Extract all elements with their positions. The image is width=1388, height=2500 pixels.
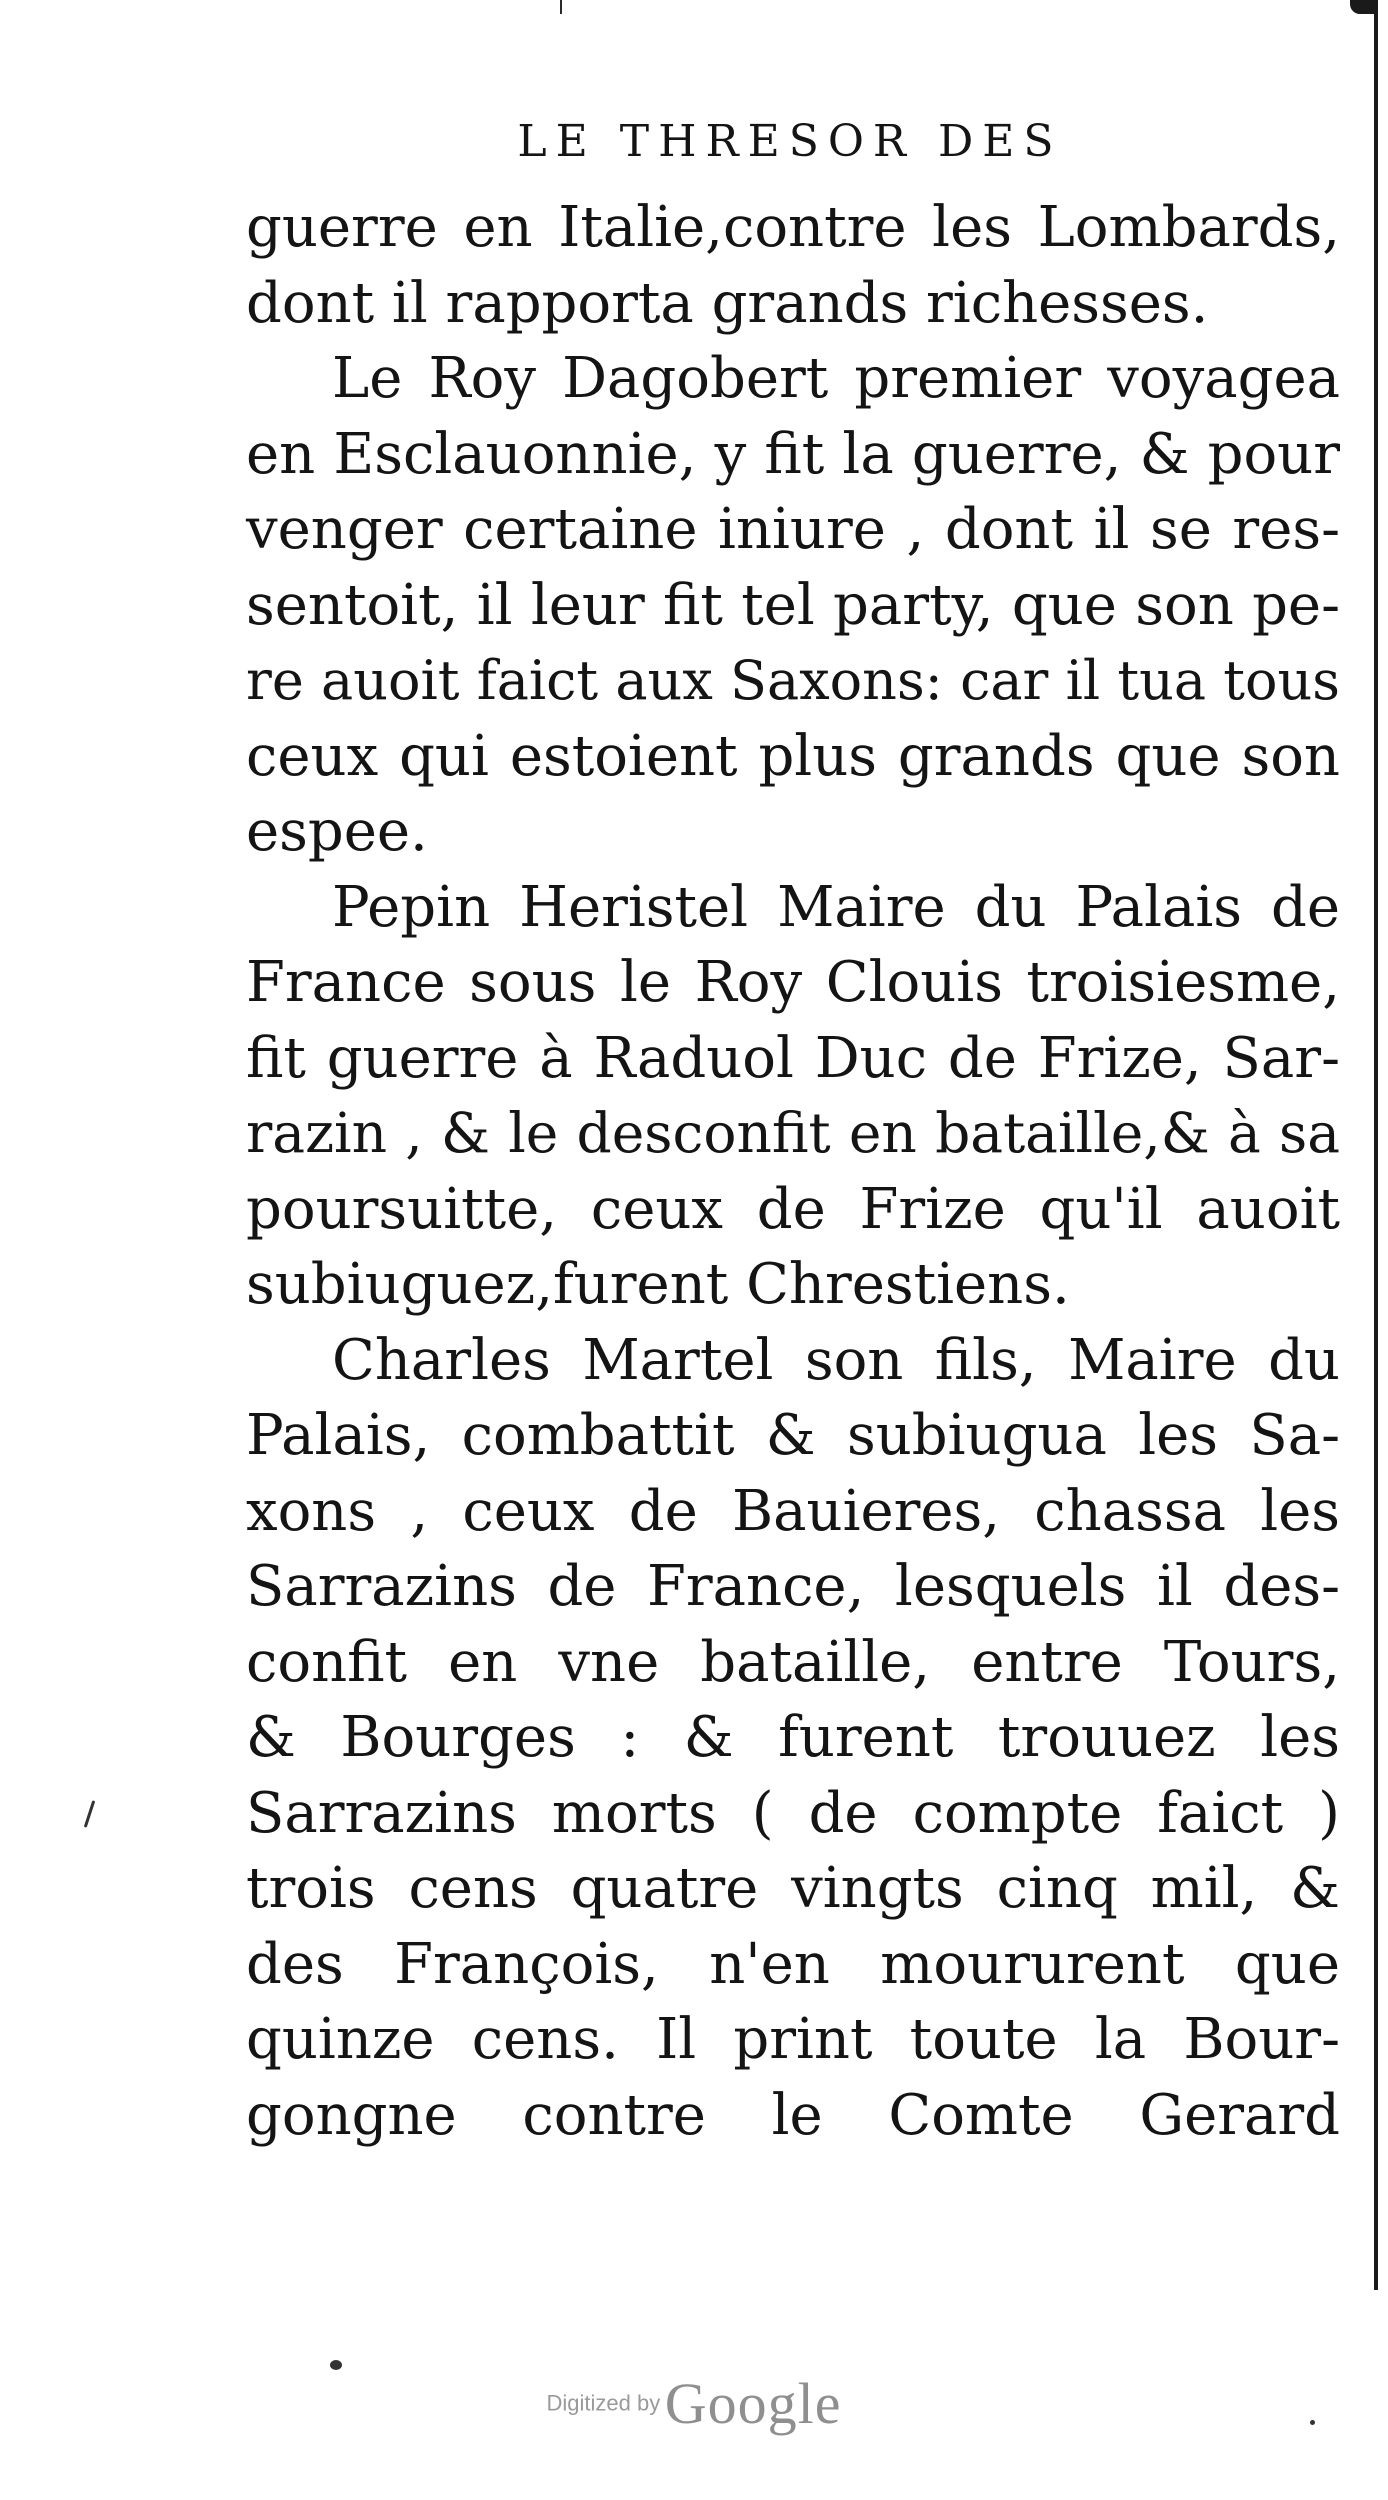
body-text <box>246 190 1340 2153</box>
text-line: subiuguez,furent Chrestiens. <box>246 1252 1070 1317</box>
text-line: espee. <box>246 799 428 864</box>
running-header: LE THRESOR DES <box>517 116 1063 167</box>
page-edge-shadow <box>1374 0 1378 2290</box>
text-line: dont il rapporta grands richesses. <box>246 270 1209 336</box>
text-line: gongne contre le Comte Gerard <box>246 2082 1340 2148</box>
text-line: confit en vne bataille, entre Tours, <box>246 1629 1340 1695</box>
text-line: Le Roy Dagobert premier voyagea <box>332 346 1340 411</box>
text-line: quinze cens. Il print toute la Bour- <box>246 2007 1340 2072</box>
text-line: xons , ceux de Bauieres, chassa les <box>246 1478 1340 1544</box>
text-line: Sarrazins de France, lesquels il des- <box>246 1554 1340 1619</box>
top-edge-mark <box>560 0 562 14</box>
text-line: Sarrazins morts ( de compte faict ) <box>246 1780 1340 1846</box>
text-line: des François, n'en moururent que <box>246 1931 1340 1997</box>
text-line: en Esclauonnie, y fit la guerre, & pour <box>246 421 1340 487</box>
text-line: poursuitte, ceux de Frize qu'il auoit <box>246 1176 1340 1242</box>
text-line: Charles Martel son fils, Maire du <box>332 1327 1340 1393</box>
text-line: France sous le Roy Clouis troisiesme, <box>246 950 1340 1015</box>
ink-speck <box>84 1800 96 1828</box>
text-line: trois cens quatre vingts cinq mil, & <box>246 1856 1340 1921</box>
text-line: re auoit faict aux Saxons: car il tua tous <box>246 649 1340 712</box>
google-wordmark: Google <box>664 2371 842 2436</box>
text-line: fit guerre à Raduol Duc de Frize, Sar- <box>246 1025 1340 1091</box>
digitized-by-label: Digitized by <box>546 2390 661 2416</box>
text-line: & Bourges : & furent trouuez les <box>246 1705 1340 1770</box>
digitization-stamp <box>0 2370 1388 2437</box>
text-line: venger certaine iniure , dont il se res- <box>246 497 1340 562</box>
text-line: guerre en Italie,contre les Lombards, <box>246 195 1340 260</box>
ink-speck <box>330 2360 342 2370</box>
text-line: Pepin Heristel Maire du Palais de <box>332 874 1340 940</box>
text-line: Palais, combattit & subiugua les Sa- <box>246 1403 1340 1468</box>
text-line: ceux qui estoient plus grands que son <box>246 723 1340 789</box>
text-line: sentoit, il leur fit tel party, que son pe- <box>246 572 1340 638</box>
text-line: razin , & le desconfit en bataille,& à sa <box>246 1101 1340 1165</box>
